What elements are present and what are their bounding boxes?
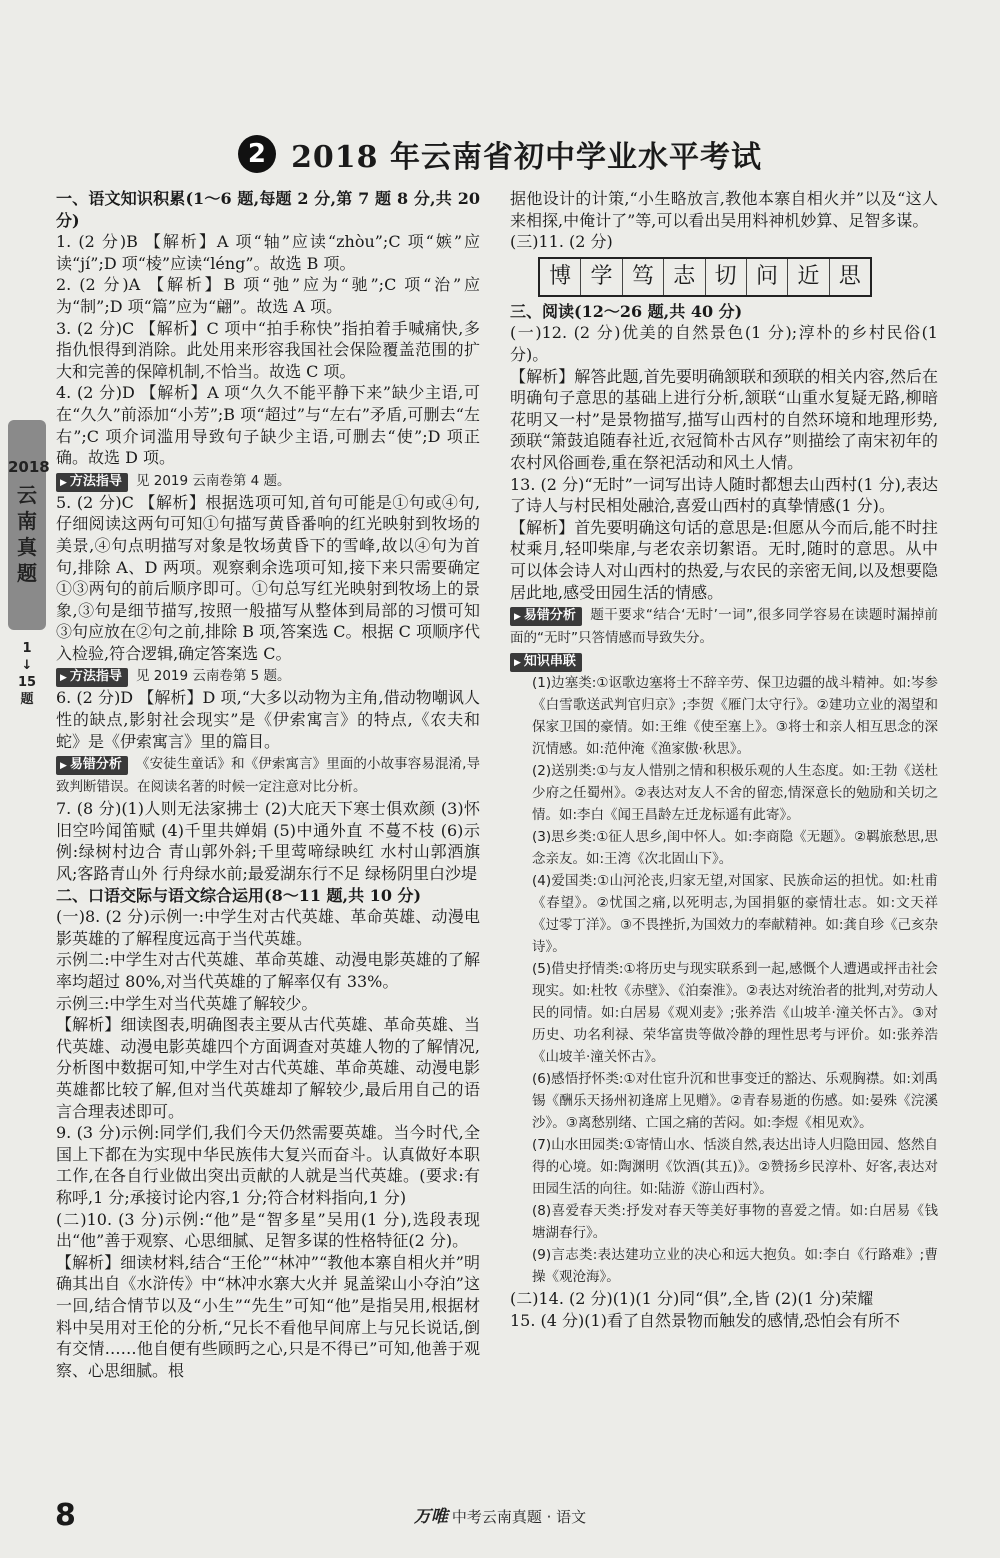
footer [0,1502,1000,1527]
q11-char-cell: 志 [664,259,705,295]
section-heading: 三、阅读(12～26 题,共 40 分) [510,301,743,321]
tip-paragraph [56,752,480,798]
title-text: 2018 年云南省初中学业水平考试 [291,140,763,175]
answer-paragraph: 15. (4 分)(1)看了自然景物而触发的感情,恐怕会有所不 [510,1310,901,1330]
answer-paragraph: 5. (2 分)C 【解析】根据选项可知,首句可能是①句或④句,仔细阅读这两句可知①句描写黄昏番响的红光映射到牧场的美景,④句点明描写对象是牧场黄昏下的雪峰,故以④句为首句,排除 A、D 两项。观察剩余选项可知,接下来只需要确定①③两句的前后顺序即可。①句总写红光映射到牧场上的景象,③句是细节描写,按照一般描写从整体到局部的习惯可知③句应放在②句之前,排除 B 项,答案选 C。根据 C 项顺序代入检验,符合逻辑,确定答案选 C。 [56,492,480,663]
answer-paragraph: 【解析】细读图表,明确图表主要从古代英雄、革命英雄、当代英雄、动漫电影英雄四个方面调查对英雄人物的了解情况,分析图中数据可知,中学生对古代英雄、革命英雄、动漫电影英雄都比较了解,但对当代英雄却了解较少,最后用自己的语言合理表述即可。 [56,1015,480,1121]
side-tab-year: 2018 [8,458,50,476]
knowledge-item: (5)借史抒情类:①将历史与现实联系到一起,感慨个人遭遇或抨击社会现实。如:杜牧《赤壁》、《泊秦淮》。②表达对统治者的批判,对劳动人民的同情。如:白居易《观刈麦》;张养浩《山坡羊·潼关怀古》。③对历史、功名利禄、荣华富贵等做冷静的理性思考与评价。如:张养浩《山坡羊·潼关怀古》。 [532,961,938,1066]
tip-tag: ▶ 易错分析 [56,756,128,775]
tip-paragraph [510,649,938,672]
tip-paragraph [510,603,938,649]
side-range-char: 题 [20,692,34,707]
answer-paragraph: (一)12. (2 分)优美的自然景色(1 分);淳朴的乡村民俗(1 分)。 [510,323,938,364]
tip-text: 见 2019 云南卷第 4 题。 [135,472,291,489]
knowledge-item: (8)喜爱春天类:抒发对春天等美好事物的喜爱之情。如:白居易《钱塘湖春行》。 [532,1203,938,1242]
tip-text: 见 2019 云南卷第 5 题。 [135,668,291,685]
knowledge-item: (3)思乡类:①征人思乡,闺中怀人。如:李商隐《无题》。②羁旅愁思,思念亲友。如:王湾《次北固山下》。 [532,829,938,868]
footer-brand: 万唯 [413,1507,448,1527]
answer-paragraph: 7. (8 分)(1)人则无法家拂士 (2)大庇天下寒士俱欢颜 (3)怀旧空吟闻笛赋 (4)千里共婵娟 (5)中通外直 不蔓不枝 (6)示例:绿树村边合 青山郭外斜;千里莺啼绿映红 水村山郭酒旗风;客路青山外 行舟绿水前;最爱湖东行不足 绿杨阴里白沙堤 [56,799,480,884]
tip-text: 《安徒生童话》和《伊索寓言》里面的小故事容易混淆,导致判断错误。在阅读名著的时候一定注意对比分析。 [56,756,480,796]
answer-paragraph: (一)8. (2 分)示例一:中学生对古代英雄、革命英雄、动漫电影英雄的了解程度远高于当代英雄。 [56,907,480,948]
answer-paragraph: 【解析】解答此题,首先要明确颔联和颈联的相关内容,然后在明确句子意思的基础上进行分析,颔联“山重水复疑无路,柳暗花明又一村”是景物描写,描写山西村的自然环境和地理形势,颈联“箫鼓追随春社近,衣冠简朴古风存”则描绘了南宋初年的农村风俗画卷,重在祭祀活动和风土人情。 [510,366,938,472]
side-tab-char: 南 [17,509,37,533]
section-heading: 一、语文知识积累(1～6 题,每题 2 分,第 7 题 8 分,共 20 分) [56,189,480,230]
page-title [0,132,1000,176]
title-number-badge: 2 [238,135,276,173]
q11-char-cell: 学 [581,259,622,295]
answer-paragraph: 13. (2 分)“无时”一词写出诗人随时都想去山西村(1 分),表达了诗人与村民相处融洽,喜爱山西村的真挚情感(1 分)。 [510,474,938,516]
side-tab-range [12,640,42,708]
knowledge-item: (1)边塞类:①讴歌边塞将士不辞辛劳、保卫边疆的战斗精神。如:岑参《白雪歌送武判官归京》;李贺《雁门太守行》。②建功立业的渴望和保家卫国的豪情。如:王维《使至塞上》。③将士和亲人相互思念的深沉情感。如:范仲淹《渔家傲·秋思》。 [532,675,938,758]
knowledge-item: (2)送别类:①与友人惜别之情和积极乐观的人生态度。如:王勃《送杜少府之任蜀州》。②表达对友人不舍的留恋,情深意长的勉励和关切之情。如:李白《闻王昌龄左迁龙标遥有此寄》。 [532,763,938,824]
q11-char-cell: 思 [838,263,861,289]
answer-paragraph: 4. (2 分)D 【解析】A 项“久久不能平静下来”缺少主语,可在“久久”前添加“小芳”;B 项“超过”与“左右”矛盾,可删去“左右”;C 项介词滥用导致句子缺少主语,可删去“使”;D 项正确。故选 D 项。 [56,383,480,468]
answer-paragraph: 【解析】首先要明确这句话的意思是:但愿从今而后,能不时拄杖乘月,轻叩柴扉,与老农亲切絮语。无时,随时的意思。从中可以体会诗人对山西村的热爱,与农民的亲密无间,以及想要隐居此地,感受田园生活的情感。 [510,517,938,602]
left-column [56,188,480,1381]
answer-paragraph: 【解析】细读材料,结合“王伦”“林冲”“教他本寨自相火并”明确其出自《水浒传》中“林冲水寨大火并 晁盖梁山小夺泊”这一回,结合情节以及“小生”“先生”可知“他”是指吴用,根据材料中吴用对王伦的分析,“兄长不看他早间席上与兄长说话,倒有交情……他自便有些顾眄之心,只是不得已”可知,他善于观察、心思细腻。根 [56,1252,480,1380]
q11-character-box [538,257,872,297]
right-column [510,188,938,1331]
answer-paragraph: 3. (2 分)C 【解析】C 项中“拍手称快”指拍着手喊痛快,多指仇恨得到消除。此处用来形容我国社会保险覆盖范围的扩大和完善的保障机制,不恰当。故选 C 项。 [56,318,480,381]
q11-char-cell: 问 [747,259,788,295]
side-tab-char: 真 [17,535,37,559]
side-tab-char: 题 [17,561,37,585]
side-range-char: 15 [17,675,37,690]
q11-char-cell: 近 [788,259,829,295]
right-column-body [510,301,938,1332]
side-range-char: 1 [22,641,32,656]
answer-paragraph: (三)11. (2 分) [510,232,613,252]
answer-paragraph: 示例三:中学生对当代英雄了解较少。 [56,993,318,1013]
side-tab-name [8,482,46,586]
side-tab [8,420,50,630]
answer-paragraph: 1. (2 分)B 【解析】A 项“轴”应读“zhòu”;C 项“嫉”应读“jí”;D 项“棱”应读“léng”。故选 B 项。 [56,232,480,273]
tip-paragraph [56,664,480,687]
answer-paragraph: (二)14. (2 分)(1)(1 分)同“俱”,全,皆 (2)(1 分)荣耀 [510,1289,874,1309]
page-number: 8 [55,1498,76,1533]
tip-text: 题干要求“结合‘无时’一词”,很多同学容易在读题时漏掉前面的“无时”只答情感而导致失分。 [510,607,938,647]
tip-tag: ▶ 方法指导 [56,473,128,492]
answer-paragraph: (二)10. (3 分)示例:“他”是“智多星”吴用(1 分),选段表现出“他”善于观察、心思细腻、足智多谋的性格特征(2 分)。 [56,1209,480,1251]
q11-char-cell: 笃 [623,259,664,295]
q11-char-cell: 博 [540,259,581,295]
tip-tag: ▶ 易错分析 [510,607,582,626]
knowledge-item: (9)言志类:表达建功立业的决心和远大抱负。如:李白《行路难》;曹操《观沧海》。 [532,1247,938,1286]
section-heading: 二、口语交际与语文综合运用(8～11 题,共 10 分) [56,885,422,905]
answer-paragraph: 9. (3 分)示例:同学们,我们今天仍然需要英雄。当今时代,全国上下都在为实现中华民族伟大复兴而奋斗。认真做好本职工作,在各自行业做出突出贡献的人就是当代英雄。(要求:有称呼,1 分;承接讨论内容,1 分;符合材料指向,1 分) [56,1123,480,1207]
q11-char-cell: 切 [706,259,747,295]
knowledge-item: (4)爱国类:①山河沦丧,归家无望,对国家、民族命运的担忧。如:杜甫《春望》。②忧国之痛,以死明志,为国捐躯的豪情壮志。如:文天祥《过零丁洋》。③不畏挫折,为国效力的奉献精神。如:龚自珍《己亥杂诗》。 [532,873,938,956]
answer-paragraph: 示例二:中学生对古代英雄、革命英雄、动漫电影英雄的了解率均超过 80%,对当代英雄的了解率仅有 33%。 [56,950,480,991]
tip-tag: ▶ 方法指导 [56,668,128,687]
knowledge-item: (6)感悟抒怀类:①对仕宦升沉和世事变迁的豁达、乐观胸襟。如:刘禹锡《酬乐天扬州初逢席上见赠》。②青春易逝的伤感。如:晏殊《浣溪沙》。③离愁别绪、亡国之痛的苦闷。如:李煜《相见欢》。 [532,1071,938,1132]
tip-tag: ▶ 知识串联 [510,653,582,672]
side-range-char: ↓ [21,658,33,673]
side-tab-char: 云 [17,483,37,507]
answer-paragraph: 6. (2 分)D 【解析】D 项,“大多以动物为主角,借动物嘲讽人性的缺点,影射社会现实”是《伊索寓言》的特点,《农夫和蛇》是《伊索寓言》里的篇目。 [56,688,480,751]
knowledge-item: (7)山水田园类:①寄情山水、恬淡自然,表达出诗人归隐田园、悠然自得的心境。如:陶渊明《饮酒(其五)》。②赞扬乡民淳朴、好客,表达对田园生活的向往。如:陆游《游山西村》。 [532,1137,938,1198]
footer-text: 中考云南真题 · 语文 [451,1508,587,1526]
answer-paragraph: 2. (2 分)A 【解析】B 项“弛”应为“驰”;C 项“治”应为“制”;D 项“篇”应为“翩”。故选 A 项。 [56,275,480,316]
tip-paragraph [56,469,480,492]
answer-paragraph: 据他设计的计策,“小生略放言,教他本寨自相火并”以及“这人来相探,中俺计了”等,可以看出吴用料神机妙算、足智多谋。 [510,189,938,230]
right-column-top [510,188,938,253]
